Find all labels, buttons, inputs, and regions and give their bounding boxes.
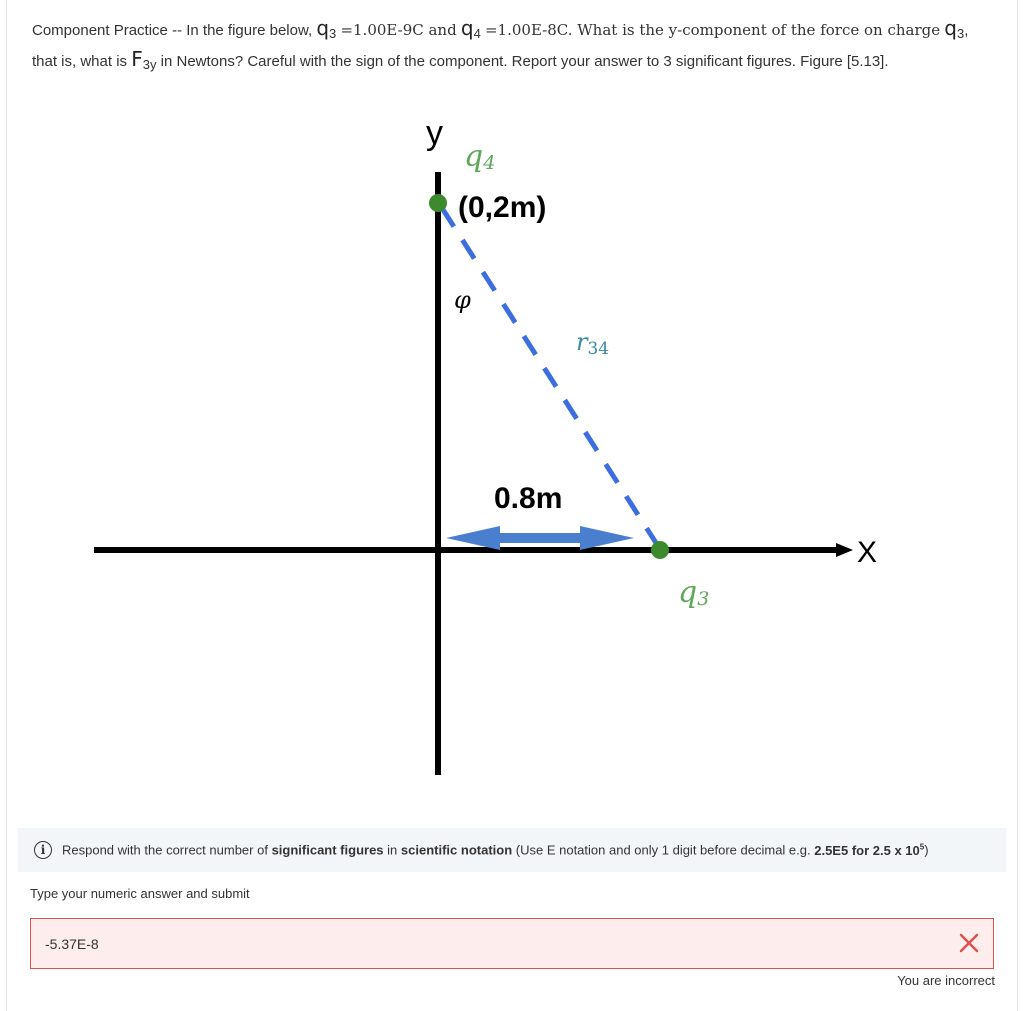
- q3-dot: [651, 541, 669, 559]
- q4-symbol: q: [460, 16, 474, 40]
- close-icon: [957, 931, 981, 955]
- info-text-3: (Use E notation and only 1 digit before decimal e.g.: [515, 842, 811, 858]
- q3-symbol: q: [316, 16, 330, 40]
- question-prefix: Component Practice -- In the figure below,: [32, 22, 313, 39]
- force-symbol: F: [131, 47, 143, 71]
- question-text: [32, 14, 992, 76]
- info-exponent: 5: [919, 842, 925, 852]
- info-text-1: Respond with the correct number of: [62, 842, 268, 858]
- q4-value: =1.00E-8C. What is the y-component of the force on charge: [484, 21, 941, 39]
- answer-field-container: [30, 918, 994, 969]
- q3-value: =1.00E-9C and: [340, 21, 457, 39]
- q3-sub: 3: [697, 588, 710, 610]
- q4-label: [464, 139, 495, 174]
- answer-input[interactable]: [31, 928, 927, 960]
- info-bold-2: scientific notation: [400, 842, 513, 858]
- info-text: [62, 842, 929, 857]
- info-example: [814, 843, 924, 858]
- q3-symbol-second: q: [944, 16, 957, 40]
- q4-letter: q: [464, 139, 484, 174]
- r34-label: [576, 328, 609, 359]
- q4-coordinates: (0,2m): [458, 191, 547, 224]
- q4-subscript: 4: [473, 26, 481, 41]
- q4-dot: [429, 194, 447, 212]
- distance-arrow: [446, 526, 634, 550]
- answer-prompt: Type your numeric answer and submit: [30, 886, 250, 901]
- phi-angle-label: φ: [454, 286, 471, 314]
- info-text-2: in: [387, 842, 398, 858]
- info-icon: i: [34, 841, 52, 859]
- force-subscript: 3y: [142, 57, 157, 72]
- answer-status: You are incorrect: [897, 973, 995, 988]
- info-banner: [18, 828, 1006, 872]
- q3-subscript-second: 3: [956, 26, 965, 41]
- r34-sub: 34: [587, 339, 610, 359]
- question-mid: , that is, what is: [32, 22, 969, 70]
- q4-sub: 4: [483, 152, 496, 174]
- info-bold-3: 2.5E5 for 2.5 x 10: [814, 842, 920, 858]
- x-axis-label: X: [857, 536, 878, 569]
- info-bold-1: significant figures: [271, 842, 384, 858]
- info-text-4: ): [924, 842, 929, 858]
- q3-subscript: 3: [329, 26, 337, 41]
- distance-label: 0.8m: [494, 482, 563, 515]
- r34-letter: r: [576, 328, 588, 356]
- q3-label: [678, 575, 709, 610]
- question-suffix: in Newtons? Careful with the sign of the component. Report your answer to 3 significant figures. Figure [5.13].: [160, 53, 889, 70]
- y-axis-label: y: [426, 114, 443, 152]
- physics-figure: [0, 110, 1024, 790]
- figure-canvas: [0, 110, 1024, 790]
- q3-letter: q: [678, 575, 698, 610]
- x-axis-arrowhead: [836, 543, 853, 557]
